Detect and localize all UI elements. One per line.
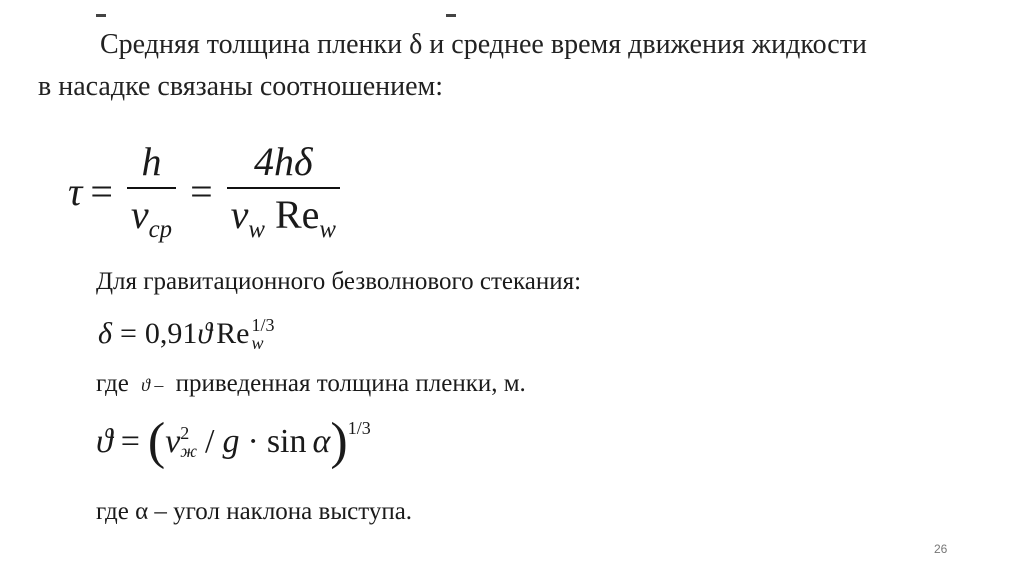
eq1-den-1: $v_{ср}$ [130,192,173,243]
eq1-num-1: h [141,139,162,184]
eq3-theta: ϑ [96,423,113,460]
slide-heading [38,24,978,108]
eq2-theta: ϑ [197,317,213,350]
eq1-fraction-1 [127,138,176,244]
paragraph-gravity: Для гравитационного безволнового стекания: [96,268,582,295]
decorative-tick [446,14,456,17]
eq1-den-2: $\nu_w$ $Re_w$ [230,192,336,243]
eq3-g: g [222,423,240,460]
where-word: где [96,370,129,397]
eq1-fraction-2 [227,138,340,244]
eq3-nu: ν [165,423,181,460]
paragraph-where-theta [96,370,526,398]
page-number: 26 [934,542,948,556]
eq3-equals: = [120,423,140,460]
eq2-delta: δ [98,317,112,350]
eq1-equals-2: = [190,168,213,214]
decorative-tick [96,14,106,17]
eq1-num-2: 4hδ [253,139,313,184]
eq2-coef: 0,91 [144,317,198,350]
eq2-equals: = [119,317,137,350]
eq3-exponent: 1/3 [347,417,371,438]
theta-definition: приведенная толщина пленки, м. [175,370,526,397]
eq2-exponent: 1/3 w [251,315,275,353]
heading-line-2: в насадке связаны соотношением: [38,71,444,102]
eq3-sin: sin [266,423,307,460]
eq3-alpha: α [312,423,331,460]
eq2-re: Re [216,317,250,350]
eq3-nu-scripts: 2 ж [180,423,198,461]
eq3-divide: / [205,423,215,460]
eq3-dot: · [247,423,259,460]
equation-theta [96,413,371,470]
theta-symbol: ϑ – [141,375,164,395]
eq1-tau: τ [68,168,83,214]
eq1-equals: = [90,168,113,214]
eq3-left-paren: ( [147,413,166,470]
paragraph-where-alpha: где α – угол наклона выступа. [96,498,413,525]
equation-delta [98,316,274,352]
equation-tau [68,138,346,244]
heading-line-1: Средняя толщина пленки δ и среднее время движения жидкости [100,29,867,60]
eq3-right-paren: ) [330,413,348,470]
